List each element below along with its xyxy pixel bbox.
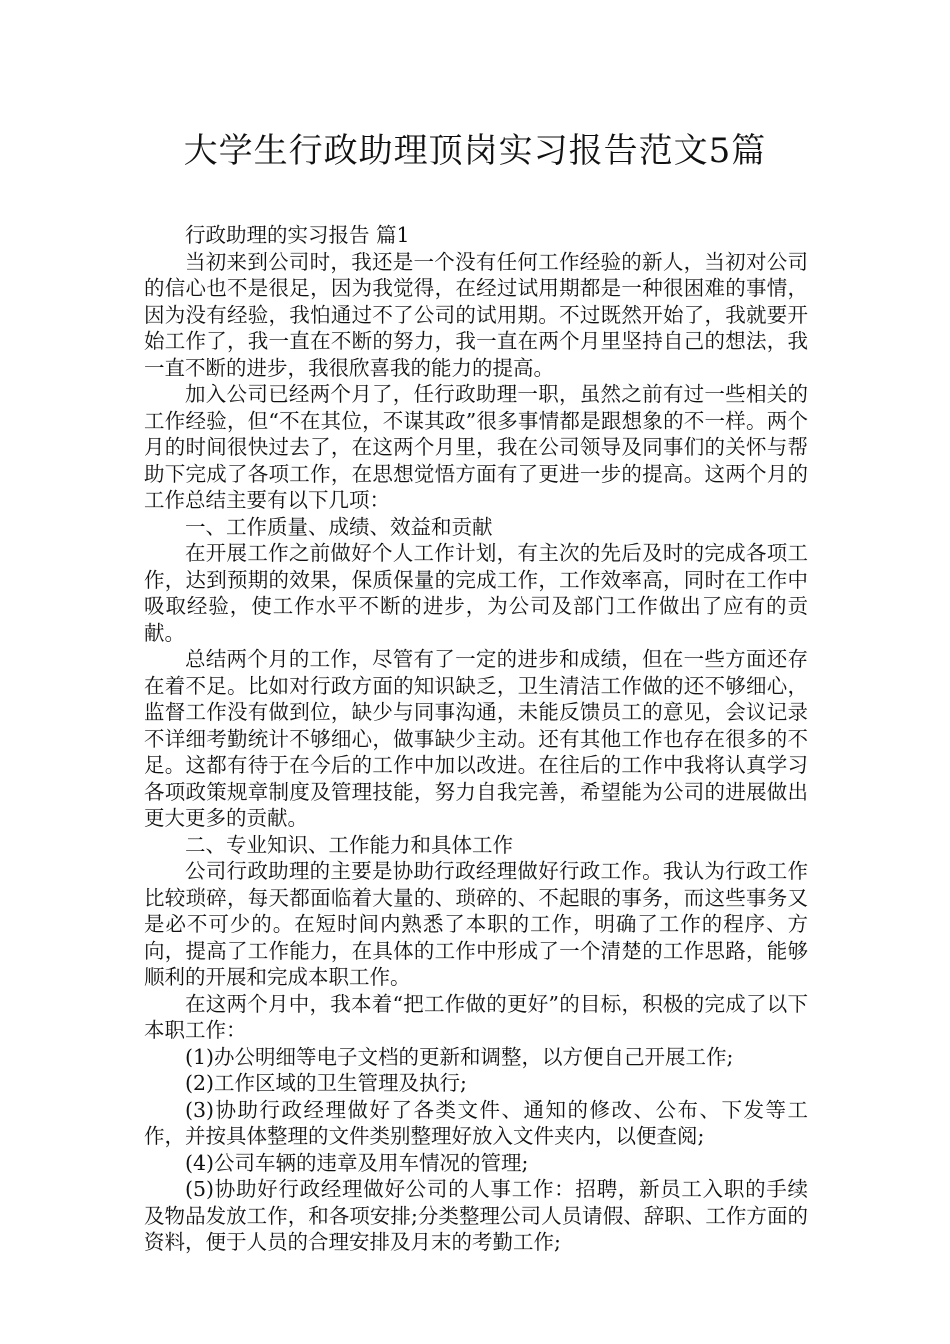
list-item: (1)办公明细等电子文档的更新和调整，以方便自己开展工作; — [185, 1044, 734, 1069]
section-heading: 行政助理的实习报告 篇1 — [185, 223, 410, 247]
list-item: (5)协助好行政经理做好公司的人事工作：招聘，新员工入职的手续及物品发放工作，和各项安排;分类整理公司人员请假、辞职、工作方面的资料，便于人员的合理安排及月末的考勤工作; — [144, 1177, 808, 1254]
paragraph: 公司行政助理的主要是协助行政经理做好行政工作。我认为行政工作比较琐碎，每天都面临着大量的、琐碎的、不起眼的事务，而这些事务又是必不可少的。在短时间内熟悉了本职的工作，明确了工作的程序、方向，提高了工作能力，在具体的工作中形成了一个清楚的工作思路，能够顺利的开展和完成本职工作。 — [144, 859, 808, 989]
subheading: 二、专业知识、工作能力和具体工作 — [185, 832, 513, 857]
document-title: 大学生行政助理顶岗实习报告范文5篇 — [183, 131, 767, 171]
paragraph: 当初来到公司时，我还是一个没有任何工作经验的新人，当初对公司的信心也不是很足，因为我觉得，在经过试用期都是一种很困难的事情，因为没有经验，我怕通过不了公司的试用期。不过既然开始了，我就要开始工作了，我一直在不断的努力，我一直在两个月里坚持自己的想法，我一直不断的进步，我很欣喜我的能力的提高。 — [144, 249, 808, 380]
paragraph: 在这两个月中，我本着“把工作做的更好”的目标，积极的完成了以下本职工作： — [144, 991, 808, 1042]
paragraph: 总结两个月的工作，尽管有了一定的进步和成绩，但在一些方面还存在着不足。比如对行政方面的知识缺乏，卫生清洁工作做的还不够细心，监督工作没有做到位，缺少与同事沟通，未能反馈员工的意见，会议记录不详细考勤统计不够细心，做事缺少主动。还有其他工作也存在很多的不足。这都有待于在今后的工作中加以改进。在往后的工作中我将认真学习各项政策规章制度及管理技能，努力自我完善，希望能为公司的进展做出更大更多的贡献。 — [144, 647, 808, 830]
list-item: (3)协助行政经理做好了各类文件、通知的修改、公布、下发等工作，并按具体整理的文件类别整理好放入文件夹内，以便查阅; — [144, 1097, 808, 1148]
paragraph: 在开展工作之前做好个人工作计划，有主次的先后及时的完成各项工作，达到预期的效果，保质保量的完成工作，工作效率高，同时在工作中吸取经验，使工作水平不断的进步，为公司及部门工作做出了应有的贡献。 — [144, 541, 808, 645]
document-body — [144, 222, 808, 1256]
paragraph: 加入公司已经两个月了，任行政助理一职，虽然之前有过一些相关的工作经验，但“不在其位，不谋其政”很多事情都是跟想象的不一样。两个月的时间很快过去了，在这两个月里，我在公司领导及同事们的关怀与帮助下完成了各项工作，在思想觉悟方面有了更进一步的提高。这两个月的工作总结主要有以下几项： — [144, 382, 808, 512]
subheading: 一、工作质量、成绩、效益和贡献 — [185, 514, 493, 539]
list-item: (4)公司车辆的违章及用车情况的管理; — [185, 1150, 529, 1175]
list-item: (2)工作区域的卫生管理及执行; — [185, 1071, 467, 1095]
